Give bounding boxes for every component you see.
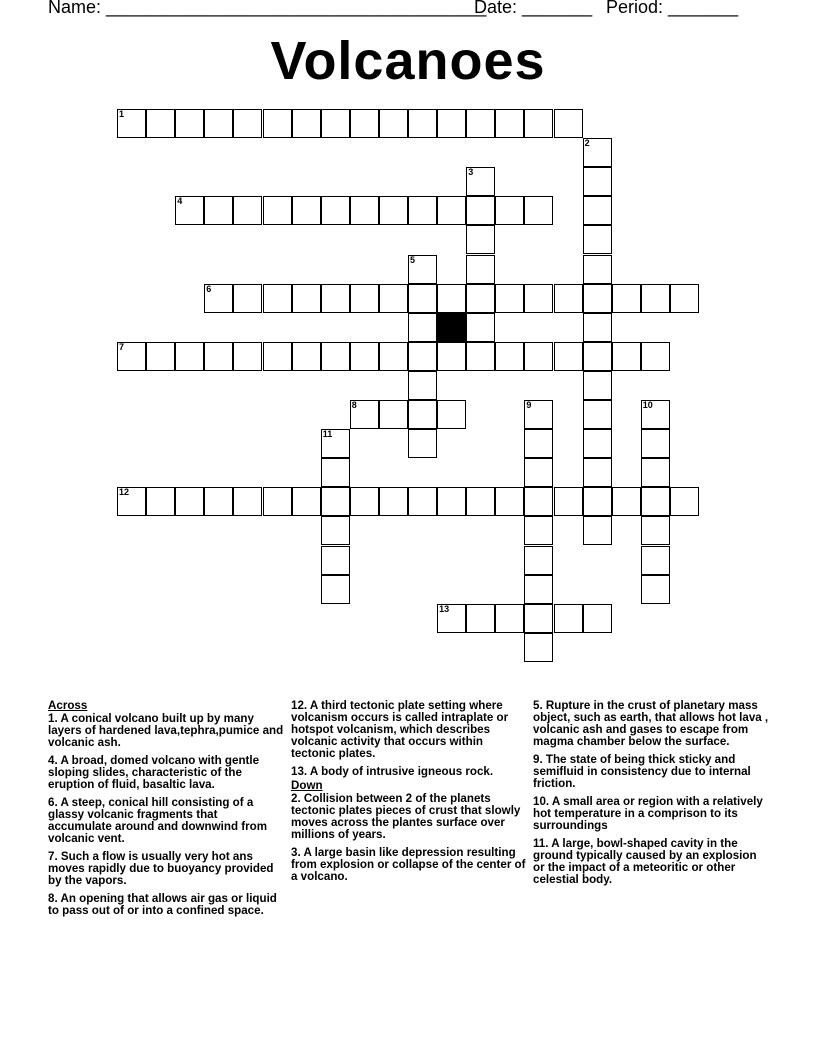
- grid-cell[interactable]: [524, 516, 553, 545]
- grid-cell[interactable]: [350, 109, 379, 138]
- grid-cell[interactable]: [175, 196, 204, 225]
- grid-cell[interactable]: [583, 429, 612, 458]
- grid-cell[interactable]: [146, 487, 175, 516]
- grid-cell[interactable]: [495, 284, 524, 313]
- grid-cell[interactable]: [233, 284, 262, 313]
- grid-cell[interactable]: [524, 575, 553, 604]
- grid-cell[interactable]: [292, 342, 321, 371]
- clue-number: 10: [642, 400, 653, 410]
- clue-across-7: 7. Such a flow is usually very hot ans moves rapidly due to buoyancy provided by the vapors.: [48, 850, 274, 887]
- clue-number: 8: [351, 400, 357, 410]
- grid-cell[interactable]: [175, 487, 204, 516]
- grid-cell[interactable]: [466, 255, 495, 284]
- grid-cell[interactable]: [466, 109, 495, 138]
- grid-cell[interactable]: [641, 575, 670, 604]
- clue-number: 5: [410, 254, 416, 265]
- grid-cell[interactable]: [292, 284, 321, 313]
- grid-cell[interactable]: [583, 342, 612, 371]
- grid-cell[interactable]: [437, 342, 466, 371]
- grid-cell[interactable]: [495, 604, 524, 633]
- grid-cell[interactable]: [233, 109, 262, 138]
- grid-cell[interactable]: [524, 284, 553, 313]
- grid-cell[interactable]: [583, 225, 612, 254]
- grid-cell[interactable]: [263, 487, 292, 516]
- clue-number: 2: [584, 138, 590, 149]
- grid-cell[interactable]: [641, 458, 670, 487]
- grid-cell[interactable]: [641, 429, 670, 458]
- grid-cell[interactable]: [466, 342, 495, 371]
- grid-cell[interactable]: [524, 487, 553, 516]
- grid-cell[interactable]: [583, 458, 612, 487]
- grid-cell[interactable]: [321, 196, 350, 225]
- grid-cell[interactable]: [117, 487, 146, 516]
- clue-number: 4: [177, 196, 183, 207]
- grid-cell[interactable]: [146, 342, 175, 371]
- grid-cell[interactable]: [583, 487, 612, 516]
- grid-cell[interactable]: [554, 604, 583, 633]
- grid-cell[interactable]: [350, 284, 379, 313]
- grid-cell[interactable]: [583, 313, 612, 342]
- clues-column-1: [48, 700, 284, 923]
- grid-cell[interactable]: [466, 284, 495, 313]
- grid-cell[interactable]: [292, 487, 321, 516]
- clue-across-8: 8. An opening that allows air gas or liquid to pass out of or into a confined space.: [48, 892, 277, 917]
- grid-cell[interactable]: [379, 487, 408, 516]
- grid-cell[interactable]: [408, 255, 437, 284]
- grid-cell[interactable]: [379, 196, 408, 225]
- grid-cell[interactable]: [379, 284, 408, 313]
- grid-cell[interactable]: [292, 196, 321, 225]
- name-field-label[interactable]: Name: ______________________________________: [48, 0, 487, 17]
- clue-number: 11: [322, 429, 333, 440]
- clue-down-5: 5. Rupture in the crust of planetary mass object, such as earth, that allows hot lava , volcanic ash and gases to escape from magma chamber below the surface.: [533, 699, 769, 748]
- grid-cell[interactable]: [233, 196, 262, 225]
- grid-cell[interactable]: [466, 167, 495, 196]
- grid-cell[interactable]: [641, 342, 670, 371]
- grid-cell[interactable]: [437, 487, 466, 516]
- grid-cell[interactable]: [321, 429, 350, 458]
- grid-cell[interactable]: [408, 313, 437, 342]
- grid-cell[interactable]: [321, 284, 350, 313]
- grid-cell[interactable]: [146, 109, 175, 138]
- grid-cell[interactable]: [495, 109, 524, 138]
- grid-cell[interactable]: [350, 400, 379, 429]
- grid-cell[interactable]: [554, 487, 583, 516]
- grid-cell[interactable]: [117, 109, 146, 138]
- grid-cell[interactable]: [466, 225, 495, 254]
- grid-cell[interactable]: [408, 487, 437, 516]
- grid-cell[interactable]: [263, 196, 292, 225]
- grid-cell[interactable]: [204, 196, 233, 225]
- grid-cell[interactable]: [466, 313, 495, 342]
- grid-cell[interactable]: [524, 196, 553, 225]
- period-field-label[interactable]: Period: _______: [606, 0, 739, 17]
- clues-column-2: [291, 700, 526, 889]
- grid-cell[interactable]: [524, 546, 553, 575]
- grid-cell[interactable]: [612, 284, 641, 313]
- grid-cell[interactable]: [437, 604, 466, 633]
- grid-cell[interactable]: [350, 487, 379, 516]
- grid-cell[interactable]: [524, 342, 553, 371]
- grid-cell[interactable]: [524, 604, 553, 633]
- grid-cell[interactable]: [321, 575, 350, 604]
- clue-number: 6: [206, 283, 212, 294]
- grid-cell[interactable]: [670, 487, 699, 516]
- grid-cell[interactable]: [583, 400, 612, 429]
- clue-down-2: 2. Collision between 2 of the planets tectonic plates pieces of crust that slowly moves across the plantes surface over millions of years.: [291, 792, 521, 841]
- grid-cell[interactable]: [612, 487, 641, 516]
- grid-cell[interactable]: [408, 429, 437, 458]
- grid-cell[interactable]: [437, 196, 466, 225]
- clues-column-3: [533, 700, 769, 892]
- grid-cell[interactable]: [583, 255, 612, 284]
- grid-cell[interactable]: [321, 458, 350, 487]
- grid-cell[interactable]: [583, 371, 612, 400]
- grid-cell[interactable]: [117, 342, 146, 371]
- grid-cell[interactable]: [524, 400, 553, 429]
- puzzle-title: Volcanoes: [270, 31, 546, 91]
- clue-down-11: 11. A large, bowl-shaped cavity in the ground typically caused by an explosion or the impact of a meteoritic or other celestial body.: [533, 837, 757, 886]
- grid-cell[interactable]: [408, 342, 437, 371]
- grid-cell[interactable]: [350, 342, 379, 371]
- grid-cell[interactable]: [321, 516, 350, 545]
- grid-cell[interactable]: [583, 604, 612, 633]
- grid-cell[interactable]: [408, 371, 437, 400]
- grid-cell[interactable]: [379, 400, 408, 429]
- grid-cell[interactable]: [641, 516, 670, 545]
- grid-cell[interactable]: [612, 342, 641, 371]
- grid-cell[interactable]: [670, 284, 699, 313]
- clue-across-12: 12. A third tectonic plate setting where volcanism occurs is called intraplate or hotspot volcanism, which describes volcanic activity that occurs within tectonic plates.: [291, 699, 509, 760]
- grid-cell[interactable]: [204, 109, 233, 138]
- grid-cell[interactable]: [263, 284, 292, 313]
- clue-across-6: 6. A steep, conical hill consisting of a glassy volcanic fragments that accumulate around and downwind from volcanic vent.: [48, 796, 268, 845]
- clue-across-1: 1. A conical volcano built up by many layers of hardened lava,tephra,pumice and volcanic ash.: [48, 712, 284, 749]
- grid-cell[interactable]: [466, 487, 495, 516]
- grid-cell[interactable]: [524, 458, 553, 487]
- grid-cell[interactable]: [583, 516, 612, 545]
- grid-cell[interactable]: [437, 400, 466, 429]
- clue-down-10: 10. A small area or region with a relatively hot temperature in a comprison to its surroundings: [533, 795, 763, 832]
- grid-cell[interactable]: [233, 487, 262, 516]
- clue-number: 1: [119, 109, 125, 119]
- clue-across-13: 13. A body of intrusive igneous rock.: [291, 765, 494, 778]
- clue-down-9: 9. The state of being thick sticky and semifluid in consistency due to internal friction.: [533, 753, 751, 790]
- clue-across-4: 4. A broad, domed volcano with gentle sloping slides, characteristic of the eruption of fluid, basaltic lava.: [48, 754, 260, 791]
- grid-cell[interactable]: [641, 487, 670, 516]
- grid-cell[interactable]: [292, 109, 321, 138]
- grid-cell[interactable]: [408, 109, 437, 138]
- grid-cell[interactable]: [641, 400, 670, 429]
- grid-cell[interactable]: [321, 342, 350, 371]
- grid-cell[interactable]: [204, 342, 233, 371]
- grid-cell[interactable]: [554, 284, 583, 313]
- grid-cell[interactable]: [204, 487, 233, 516]
- grid-block-cell: [437, 313, 466, 342]
- clue-number: 13: [439, 603, 450, 614]
- grid-cell[interactable]: [204, 284, 233, 313]
- grid-cell[interactable]: [321, 109, 350, 138]
- grid-cell[interactable]: [641, 546, 670, 575]
- grid-cell[interactable]: [321, 487, 350, 516]
- grid-cell[interactable]: [583, 138, 612, 167]
- grid-cell[interactable]: [437, 109, 466, 138]
- grid-cell[interactable]: [641, 284, 670, 313]
- grid-cell[interactable]: [437, 284, 466, 313]
- date-field-label[interactable]: Date: _______: [474, 0, 593, 17]
- clue-number: 12: [119, 487, 130, 498]
- grid-cell[interactable]: [379, 342, 408, 371]
- grid-cell[interactable]: [524, 633, 553, 662]
- clue-down-3: 3. A large basin like depression resulting from explosion or collapse of the center of a volcano.: [291, 846, 526, 883]
- grid-cell[interactable]: [263, 109, 292, 138]
- grid-cell[interactable]: [175, 342, 204, 371]
- across-heading: Across: [48, 699, 88, 712]
- grid-cell[interactable]: [408, 400, 437, 429]
- grid-cell[interactable]: [350, 196, 379, 225]
- grid-cell[interactable]: [495, 196, 524, 225]
- grid-cell[interactable]: [495, 342, 524, 371]
- grid-cell[interactable]: [554, 342, 583, 371]
- grid-cell[interactable]: [583, 167, 612, 196]
- grid-cell[interactable]: [175, 109, 204, 138]
- grid-cell[interactable]: [495, 487, 524, 516]
- grid-cell[interactable]: [466, 604, 495, 633]
- grid-cell[interactable]: [524, 429, 553, 458]
- grid-cell[interactable]: [233, 342, 262, 371]
- clue-number: 3: [468, 167, 474, 178]
- clue-number: 9: [526, 400, 532, 410]
- grid-cell[interactable]: [408, 196, 437, 225]
- grid-cell[interactable]: [466, 196, 495, 225]
- grid-cell[interactable]: [583, 284, 612, 313]
- grid-cell[interactable]: [583, 196, 612, 225]
- grid-cell[interactable]: [554, 109, 583, 138]
- grid-cell[interactable]: [263, 342, 292, 371]
- clue-number: 7: [119, 341, 125, 352]
- grid-cell[interactable]: [408, 284, 437, 313]
- grid-cell[interactable]: [321, 546, 350, 575]
- grid-cell[interactable]: [379, 109, 408, 138]
- grid-cell[interactable]: [524, 109, 553, 138]
- down-heading: Down: [291, 779, 323, 792]
